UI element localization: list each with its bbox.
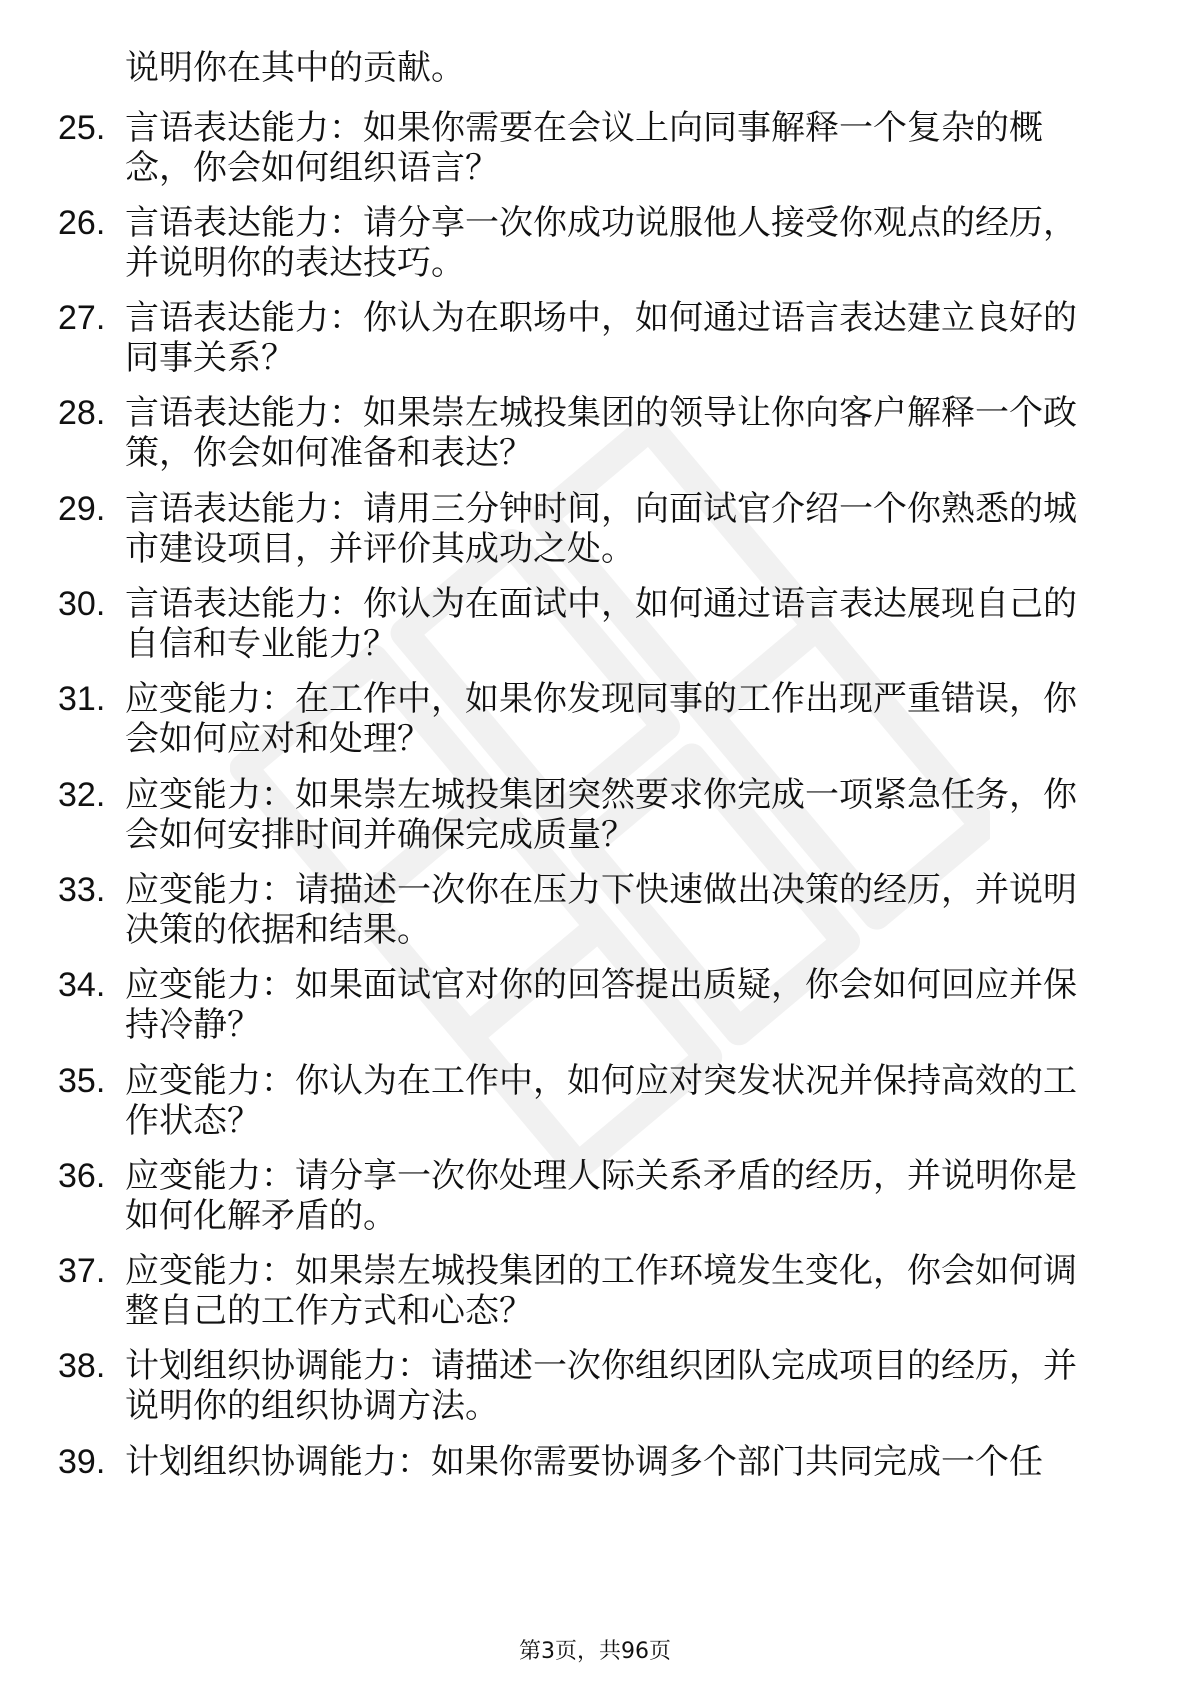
item-line: 作状态？ xyxy=(125,1101,261,1141)
item-line: 说明你的组织协调方法。 xyxy=(125,1386,499,1426)
item-number: 39. xyxy=(58,1443,106,1481)
item-number: 38. xyxy=(58,1347,106,1385)
item-line: 言语表达能力：你认为在职场中，如何通过语言表达建立良好的 xyxy=(125,298,1077,338)
item-line: 念，你会如何组织语言？ xyxy=(125,148,499,188)
item-line: 应变能力：请描述一次你在压力下快速做出决策的经历，并说明 xyxy=(125,870,1077,910)
item-number: 30. xyxy=(58,585,106,623)
item-line: 会如何应对和处理？ xyxy=(125,719,431,759)
item-line: 言语表达能力：如果你需要在会议上向同事解释一个复杂的概 xyxy=(125,108,1043,148)
item-number: 35. xyxy=(58,1062,106,1100)
item-line: 会如何安排时间并确保完成质量？ xyxy=(125,815,635,855)
item-number: 36. xyxy=(58,1157,106,1195)
item-line: 应变能力：如果崇左城投集团突然要求你完成一项紧急任务，你 xyxy=(125,775,1077,815)
item-line: 应变能力：如果面试官对你的回答提出质疑，你会如何回应并保 xyxy=(125,965,1077,1005)
item-number: 27. xyxy=(58,299,106,337)
item-line: 应变能力：如果崇左城投集团的工作环境发生变化，你会如何调 xyxy=(125,1251,1077,1291)
item-line: 并说明你的表达技巧。 xyxy=(125,243,465,283)
item-line: 计划组织协调能力：如果你需要协调多个部门共同完成一个任 xyxy=(125,1442,1043,1482)
item-number: 28. xyxy=(58,394,106,432)
item-line: 言语表达能力：如果崇左城投集团的领导让你向客户解释一个政 xyxy=(125,393,1077,433)
item-line: 如何化解矛盾的。 xyxy=(125,1196,397,1236)
item-line: 决策的依据和结果。 xyxy=(125,910,431,950)
item-line: 计划组织协调能力：请描述一次你组织团队完成项目的经历，并 xyxy=(125,1346,1077,1386)
item-line: 言语表达能力：请分享一次你成功说服他人接受你观点的经历， xyxy=(125,203,1077,243)
item-line: 应变能力：你认为在工作中，如何应对突发状况并保持高效的工 xyxy=(125,1061,1077,1101)
item-line: 同事关系？ xyxy=(125,338,295,378)
intro-continuation: 说明你在其中的贡献。 xyxy=(125,48,465,88)
item-line: 整自己的工作方式和心态？ xyxy=(125,1291,533,1331)
item-line: 应变能力：请分享一次你处理人际关系矛盾的经历，并说明你是 xyxy=(125,1156,1077,1196)
item-number: 26. xyxy=(58,204,106,242)
item-line: 自信和专业能力？ xyxy=(125,624,397,664)
item-number: 37. xyxy=(58,1252,106,1290)
item-line: 言语表达能力：请用三分钟时间，向面试官介绍一个你熟悉的城 xyxy=(125,489,1077,529)
item-line: 策，你会如何准备和表达？ xyxy=(125,433,533,473)
item-line: 言语表达能力：你认为在面试中，如何通过语言表达展现自己的 xyxy=(125,584,1077,624)
item-number: 33. xyxy=(58,871,106,909)
item-line: 应变能力：在工作中，如果你发现同事的工作出现严重错误，你 xyxy=(125,679,1077,719)
item-line: 持冷静？ xyxy=(125,1005,261,1045)
item-line: 市建设项目，并评价其成功之处。 xyxy=(125,529,635,569)
item-number: 25. xyxy=(58,109,106,147)
item-number: 34. xyxy=(58,966,106,1004)
item-number: 29. xyxy=(58,490,106,528)
item-number: 32. xyxy=(58,776,106,814)
page-footer: 第3页，共96页 xyxy=(519,1639,671,1664)
item-number: 31. xyxy=(58,680,106,718)
